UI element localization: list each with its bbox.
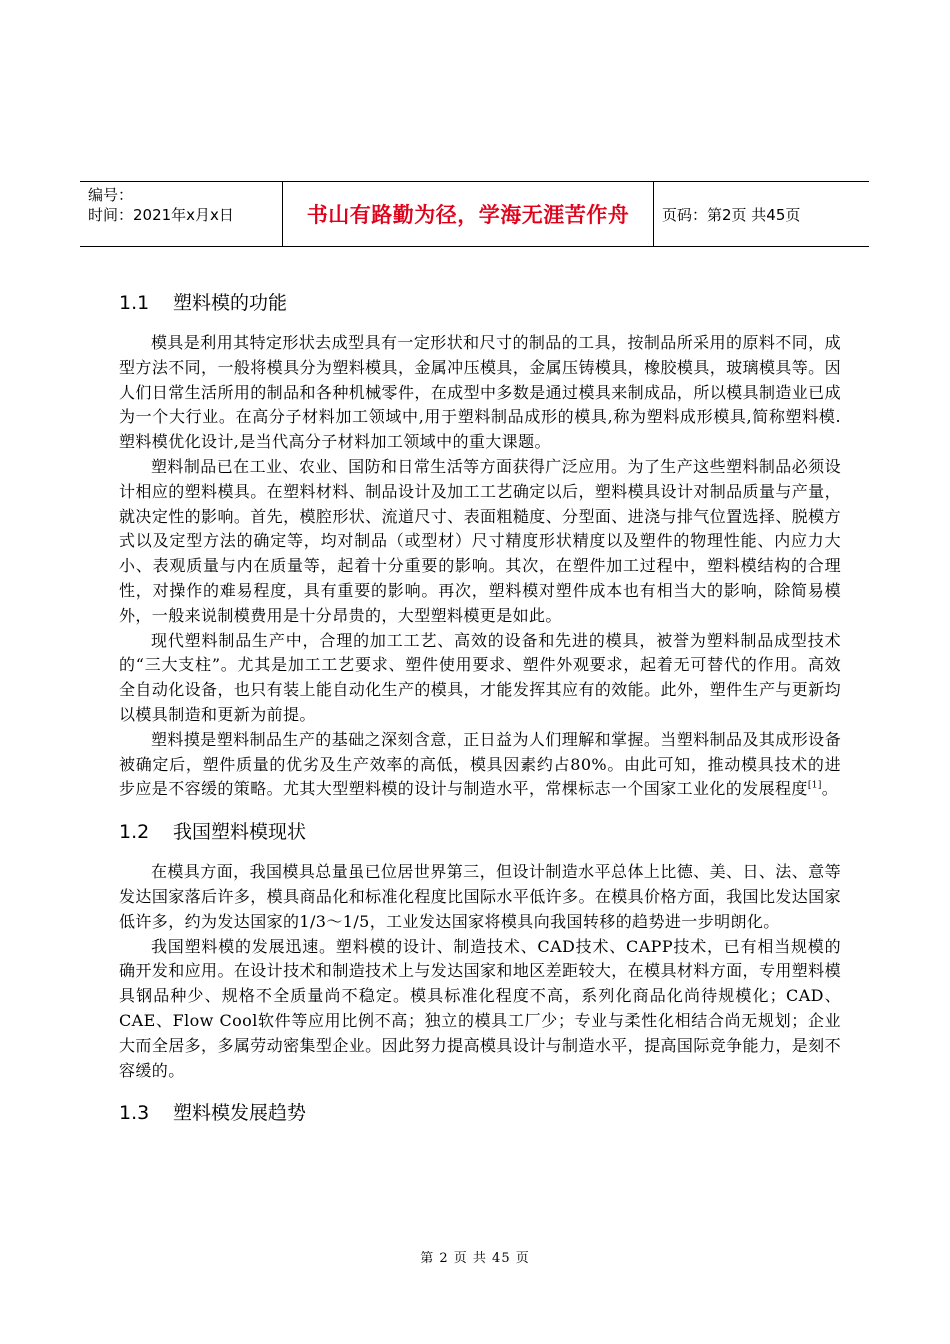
section-heading-1-3 — [119, 1095, 841, 1131]
header-meta-cell — [80, 182, 283, 246]
section-title: 塑料模发展趋势 — [173, 1102, 307, 1125]
motto: 书山有路勤为径，学海无涯苦作舟 — [283, 182, 654, 246]
section-heading-1-1 — [119, 285, 841, 321]
citation-ref: [1] — [807, 781, 822, 792]
header-table — [80, 181, 869, 247]
number-label: 编号： — [88, 186, 134, 204]
paragraph — [119, 728, 841, 802]
section-number: 1.2 — [119, 821, 150, 844]
section-heading-1-2 — [119, 814, 841, 850]
section-title: 我国塑料模现状 — [173, 821, 307, 844]
paragraph-text: 塑料摸是塑料制品生产的基础之深刻含意，正日益为人们理解和掌握。当塑料制品及其成形设备被确定后，塑件质量的优劣及生产效率的高低，模具因素约占80%。由此可知，推动模具技术的进步应是不容缓的策略。尤其大型塑料模的设计与制造水平，常棵标志一个国家工业化的发展程度 — [119, 729, 841, 799]
section-title: 塑料模的功能 — [173, 292, 288, 314]
time-label: 时间：2021年x月x日 — [88, 206, 234, 224]
section-number: 1.1 — [119, 292, 150, 314]
paragraph: 模具是利用其特定形状去成型具有一定形状和尺寸的制品的工具，按制品所采用的原料不同，成型方法不同，一般将模具分为塑料模具，金属冲压模具，金属压铸模具，橡胶模具，玻璃模具等。因人们日常生活所用的制品和各种机械零件，在成型中多数是通过模具来制成品，所以模具制造业已成为一个大行业。在高分子材料加工领域中,用于塑料制品成形的模具,称为塑料成形模具,简称塑料模.塑料模优化设计,是当代高分子材料加工领域中的重大课题。 — [119, 333, 841, 452]
paragraph: 我国塑料模的发展迅速。塑料模的设计、制造技术、CAD技术、CAPP技术，已有相当规模的确开发和应用。在设计技术和制造技术上与发达国家和地区差距较大，在模具材料方面，专用塑料模具钢品种少、规格不全质量尚不稳定。模具标准化程度不高，系列化商品化尚待规模化；CAD、CAE、Flow Cool软件等应用比例不高；独立的模具工厂少；专业与柔性化相结合尚无规划；企业大而全居多，多属劳动密集型企业。因此努力提高模具设计与制造水平，提高国际竞争能力，是刻不容缓的。 — [119, 936, 841, 1080]
paragraph: 现代塑料制品生产中，合理的加工工艺、高效的设备和先进的模具，被誉为塑料制品成型技术的“三大支柱”。尤其是加工工艺要求、塑件使用要求、塑件外观要求，起着无可替代的作用。高效全自动化设备，也只有装上能自动化生产的模具，才能发挥其应有的效能。此外，塑件生产与更新均以模具制造和更新为前提。 — [119, 630, 841, 724]
section-number: 1.3 — [119, 1102, 150, 1125]
page-footer: 第 2 页 共 45 页 — [420, 1251, 530, 1266]
document-body — [119, 285, 841, 1131]
paragraph-tail: 。 — [821, 779, 839, 799]
paragraph: 塑料制品已在工业、农业、国防和日常生活等方面获得广泛应用。为了生产这些塑料制品必须设计相应的塑料模具。在塑料材料、制品设计及加工工艺确定以后，塑料模具设计对制品质量与产量，就决定性的影响。首先，模腔形状、流道尺寸、表面粗糙度、分型面、进浇与排气位置选择、脱模方式以及定型方法的确定等，均对制品（或型材）尺寸精度形状精度以及塑件的物理性能、内应力大小、表观质量与内在质量等，起着十分重要的影响。其次，在塑件加工过程中，塑料模结构的合理性，对操作的难易程度，具有重要的影响。再次，塑料模对塑件成本也有相当大的影响，除简易模外，一般来说制模费用是十分昂贵的，大型塑料模更是如此。 — [119, 456, 841, 625]
page-info: 页码：第2页 共45页 — [662, 205, 801, 224]
paragraph: 在模具方面，我国模具总量虽已位居世界第三，但设计制造水平总体上比德、美、日、法、意等发达国家落后许多，模具商品化和标准化程度比国际水平低许多。在模具价格方面，我国比发达国家低许多，约为发达国家的1/3～1/5，工业发达国家将模具向我国转移的趋势进一步明朗化。 — [119, 862, 841, 931]
